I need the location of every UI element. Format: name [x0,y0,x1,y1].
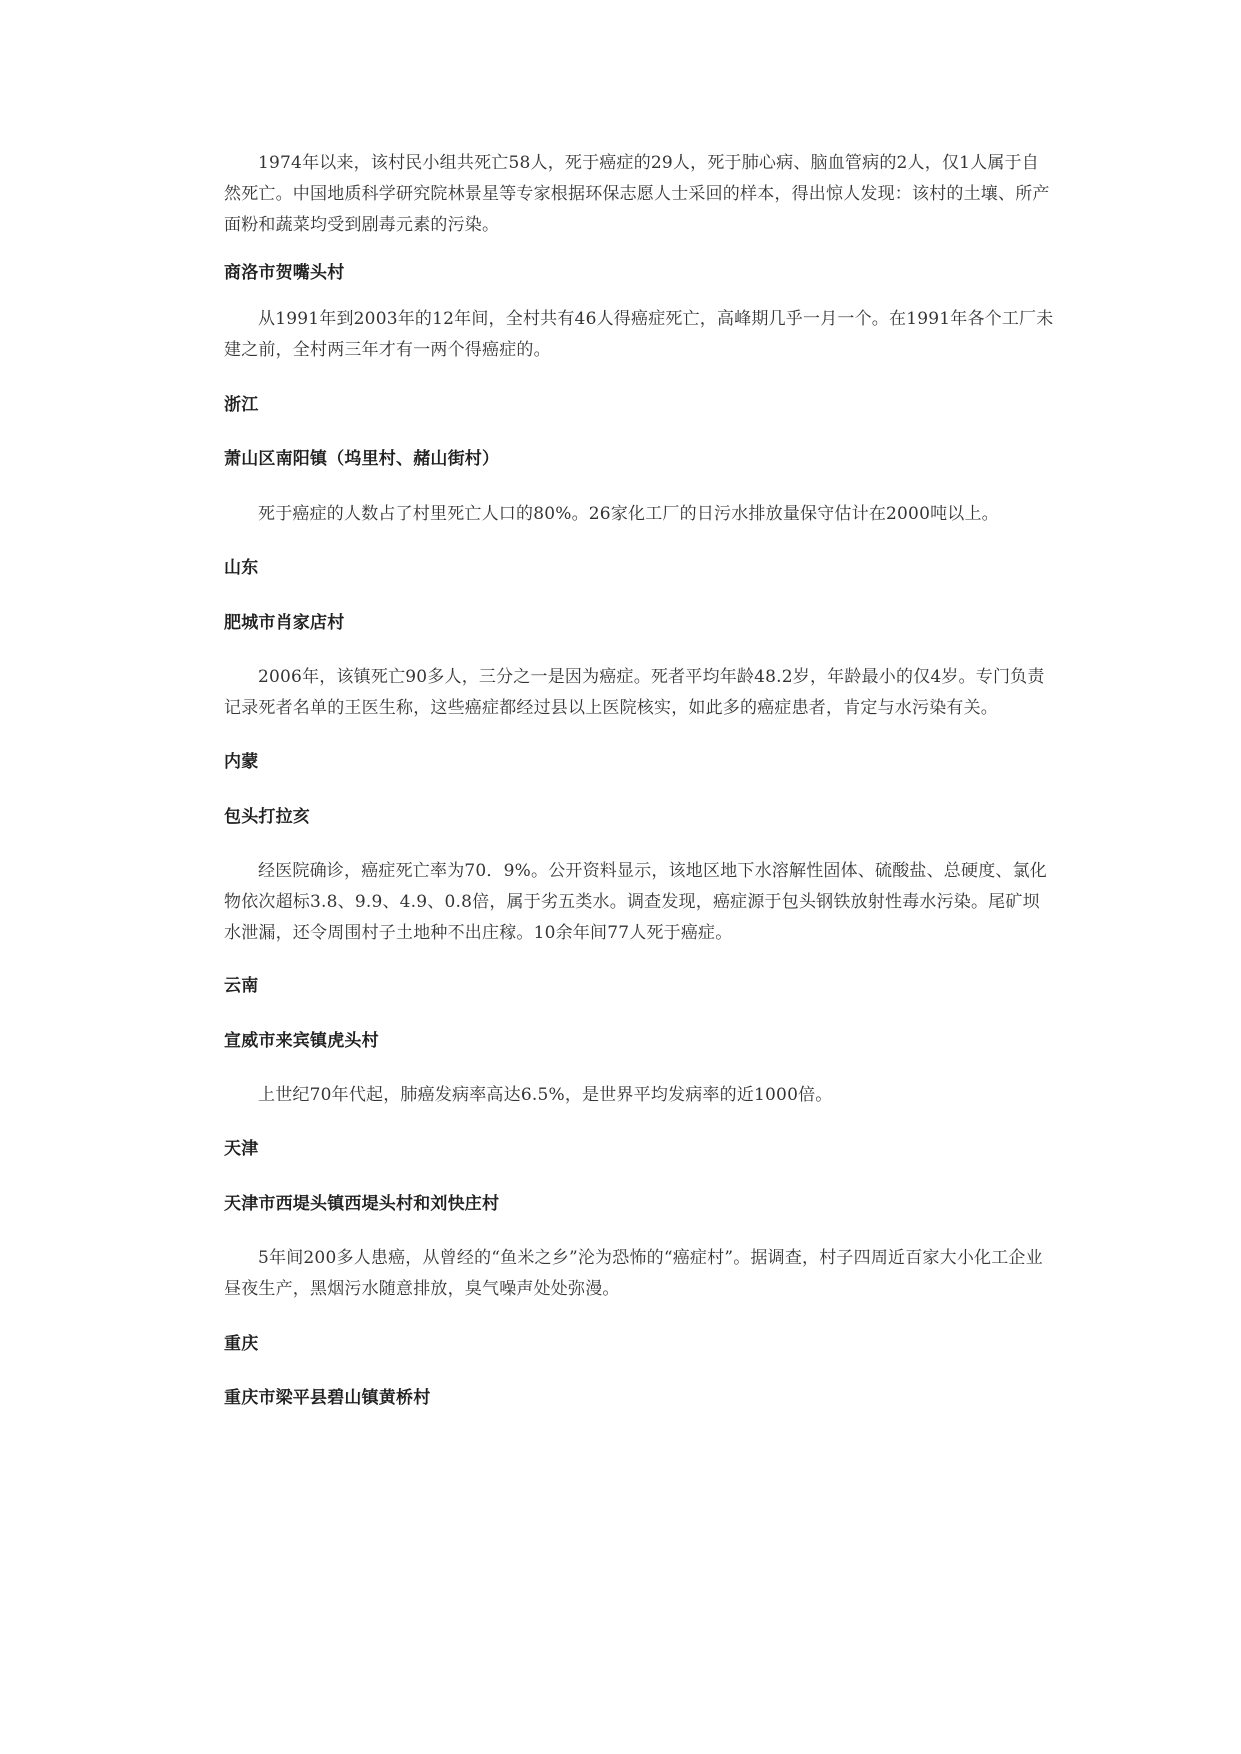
heading-yunnan: 云南 [224,976,259,996]
heading-tianjin: 天津 [224,1139,259,1159]
paragraph-xiaoshan: 死于癌症的人数占了村里死亡人口的80%。26家化工厂的日污水排放量保守估计在2000吨以上。 [258,504,999,524]
paragraph-tianjin: 5年间200多人患癌，从曾经的“鱼米之乡”沦为恐怖的“癌症村”。据调查，村子四周近百家大小化工企业昼夜生产，黑烟污水随意排放，臭气噪声处处弥漫。 [224,1248,1043,1299]
paragraph-1974-village-deaths: 1974年以来，该村民小组共死亡58人，死于癌症的29人，死于肺心病、脑血管病的2人，仅1人属于自然死亡。中国地质科学研究院林景星等专家根据环保志愿人士采回的样本，得出惊人发现：该村的土壤、所产面粉和蔬菜均受到剧毒元素的污染。 [224,153,1050,235]
heading-zhejiang: 浙江 [224,395,259,415]
heading-feicheng-xiaojiadian: 肥城市肖家店村 [224,613,345,633]
paragraph-baotou: 经医院确诊，癌症死亡率为70．9%。公开资料显示，该地区地下水溶解性固体、硫酸盐、总硬度、氯化物依次超标3.8、9.9、4.9、0.8倍，属于劣五类水。调查发现，癌症源于包头钢铁放射性毒水污染。尾矿坝水泄漏，还令周围村子土地种不出庄稼。10余年间77人死于癌症。 [224,861,1047,943]
heading-shandong: 山东 [224,558,259,578]
heading-xuanwei-hutou: 宣威市来宾镇虎头村 [224,1031,379,1051]
heading-shangluo-hezuitou: 商洛市贺嘴头村 [224,263,345,283]
paragraph-xuanwei: 上世纪70年代起，肺癌发病率高达6.5%，是世界平均发病率的近1000倍。 [258,1085,833,1105]
heading-xiaoshan-nanyang: 萧山区南阳镇（坞里村、赭山街村） [224,449,500,469]
paragraph-feicheng: 2006年，该镇死亡90多人，三分之一是因为癌症。死者平均年龄48.2岁，年龄最小的仅4岁。专门负责记录死者名单的王医生称，这些癌症都经过县以上医院核实，如此多的癌症患者，肯定与水污染有关。 [224,667,1045,718]
heading-chongqing-huangqiao: 重庆市梁平县碧山镇黄桥村 [224,1388,431,1408]
heading-tianjin-xiditou: 天津市西堤头镇西堤头村和刘快庄村 [224,1194,500,1214]
heading-baotou-dalahai: 包头打拉亥 [224,807,310,827]
paragraph-hezuitou: 从1991年到2003年的12年间，全村共有46人得癌症死亡，高峰期几乎一月一个。在1991年各个工厂未建之前，全村两三年才有一两个得癌症的。 [224,309,1054,360]
heading-chongqing: 重庆 [224,1334,259,1354]
heading-neimeng: 内蒙 [224,752,259,772]
